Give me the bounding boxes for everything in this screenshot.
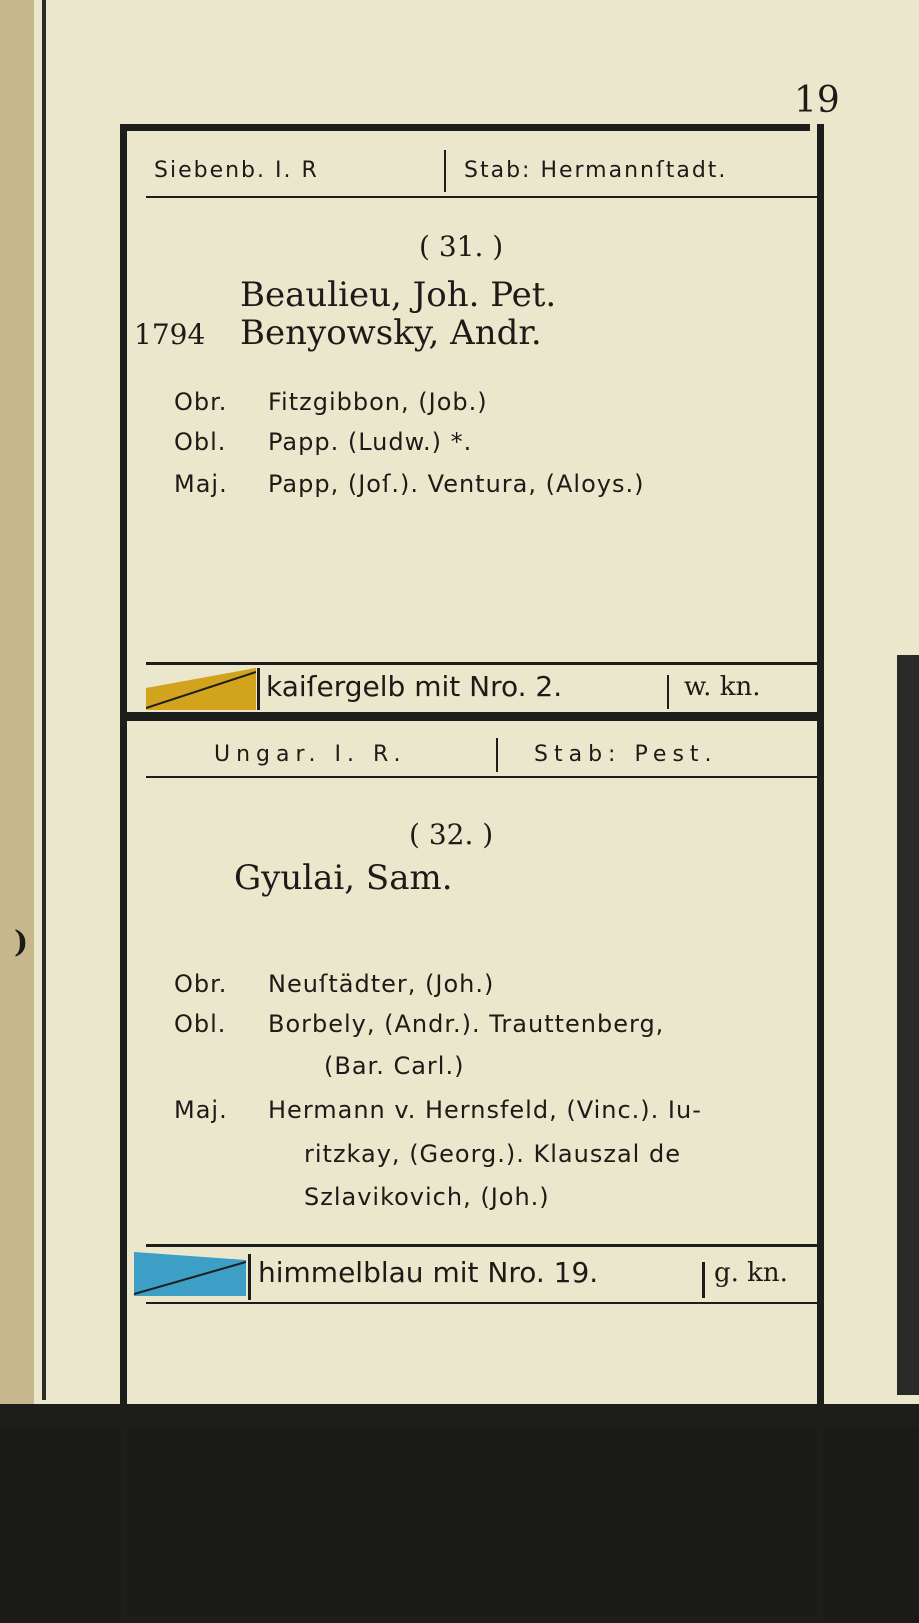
regiment-32-header-right: Stab: Pest. [534,742,718,767]
margin-mark: ) [14,925,29,960]
regiment-31-owner-name: Beaulieu, Joh. Pet. [240,275,557,315]
regiment-32-button-text: g. kn. [714,1258,788,1288]
officer-name: Borbely, (Andr.). Trauttenberg, [268,1010,665,1038]
regiment-32-number: ( 32. ) [409,818,494,851]
officer-name: Papp. (Ludw.) *. [268,428,473,456]
header-underline [146,196,822,198]
facing-row-top-rule [146,662,822,665]
officer-rank: Obl. [174,428,227,456]
regiment-31-header-left: Siebenb. I. R [154,158,319,183]
officer-name: Hermann v. Hernsfeld, (Vinc.). Iu- [268,1096,702,1124]
facing-divider [667,675,669,709]
officer-rank: Maj. [174,470,228,498]
facing-divider [257,668,260,710]
officer-rank: Obl. [174,1010,227,1038]
officer-rank: Obr. [174,970,228,998]
facing-page-edge [0,0,34,1426]
regiment-31-color-text: kaiſergelb mit Nro. 2. [266,670,563,703]
regiment-31-number: ( 31. ) [419,230,504,263]
officer-rank: Maj. [174,1096,228,1124]
background-edge [897,655,919,1395]
header-divider [444,150,446,192]
frame-top [120,124,810,131]
frame-bottom [120,1616,824,1623]
page-number: 19 [794,80,840,121]
regiment-32-header-left: Ungar. I. R. [214,742,407,767]
facing-row-bottom-rule [146,1302,822,1304]
officer-name: Papp, (Joſ.). Ventura, (Aloys.) [268,470,645,498]
facing-row-top-rule [146,1244,822,1247]
officer-name: ritzkay, (Georg.). Klauszal de [304,1140,681,1168]
section-divider [127,712,824,721]
regiment-32-color-text: himmelblau mit Nro. 19. [258,1256,599,1289]
regiment-31-second-owner: Benyowsky, Andr. [240,313,542,353]
background-edge [0,1404,919,1426]
officer-name: Neuſtädter, (Joh.) [268,970,495,998]
frame-right [817,124,824,1620]
frame-left [120,124,127,1620]
regiment-31-flag-icon [146,668,256,710]
regiment-32-owner-name: Gyulai, Sam. [234,858,453,898]
officer-name: Fitzgibbon, (Job.) [268,388,488,416]
book-page [14,0,919,1426]
officer-rank: Obr. [174,388,228,416]
facing-divider [248,1254,251,1300]
header-underline [146,776,822,778]
regiment-31-owner-year: 1794 [134,318,206,351]
officer-name: (Bar. Carl.) [324,1052,465,1080]
regiment-31-button-text: w. kn. [684,672,761,702]
page-left-rule [42,0,46,1400]
officer-name: Szlavikovich, (Joh.) [304,1183,550,1211]
regiment-31-header-right: Stab: Hermannſtadt. [464,158,728,183]
header-divider [496,738,498,772]
facing-divider [702,1262,705,1298]
regiment-32-flag-icon [134,1252,246,1296]
